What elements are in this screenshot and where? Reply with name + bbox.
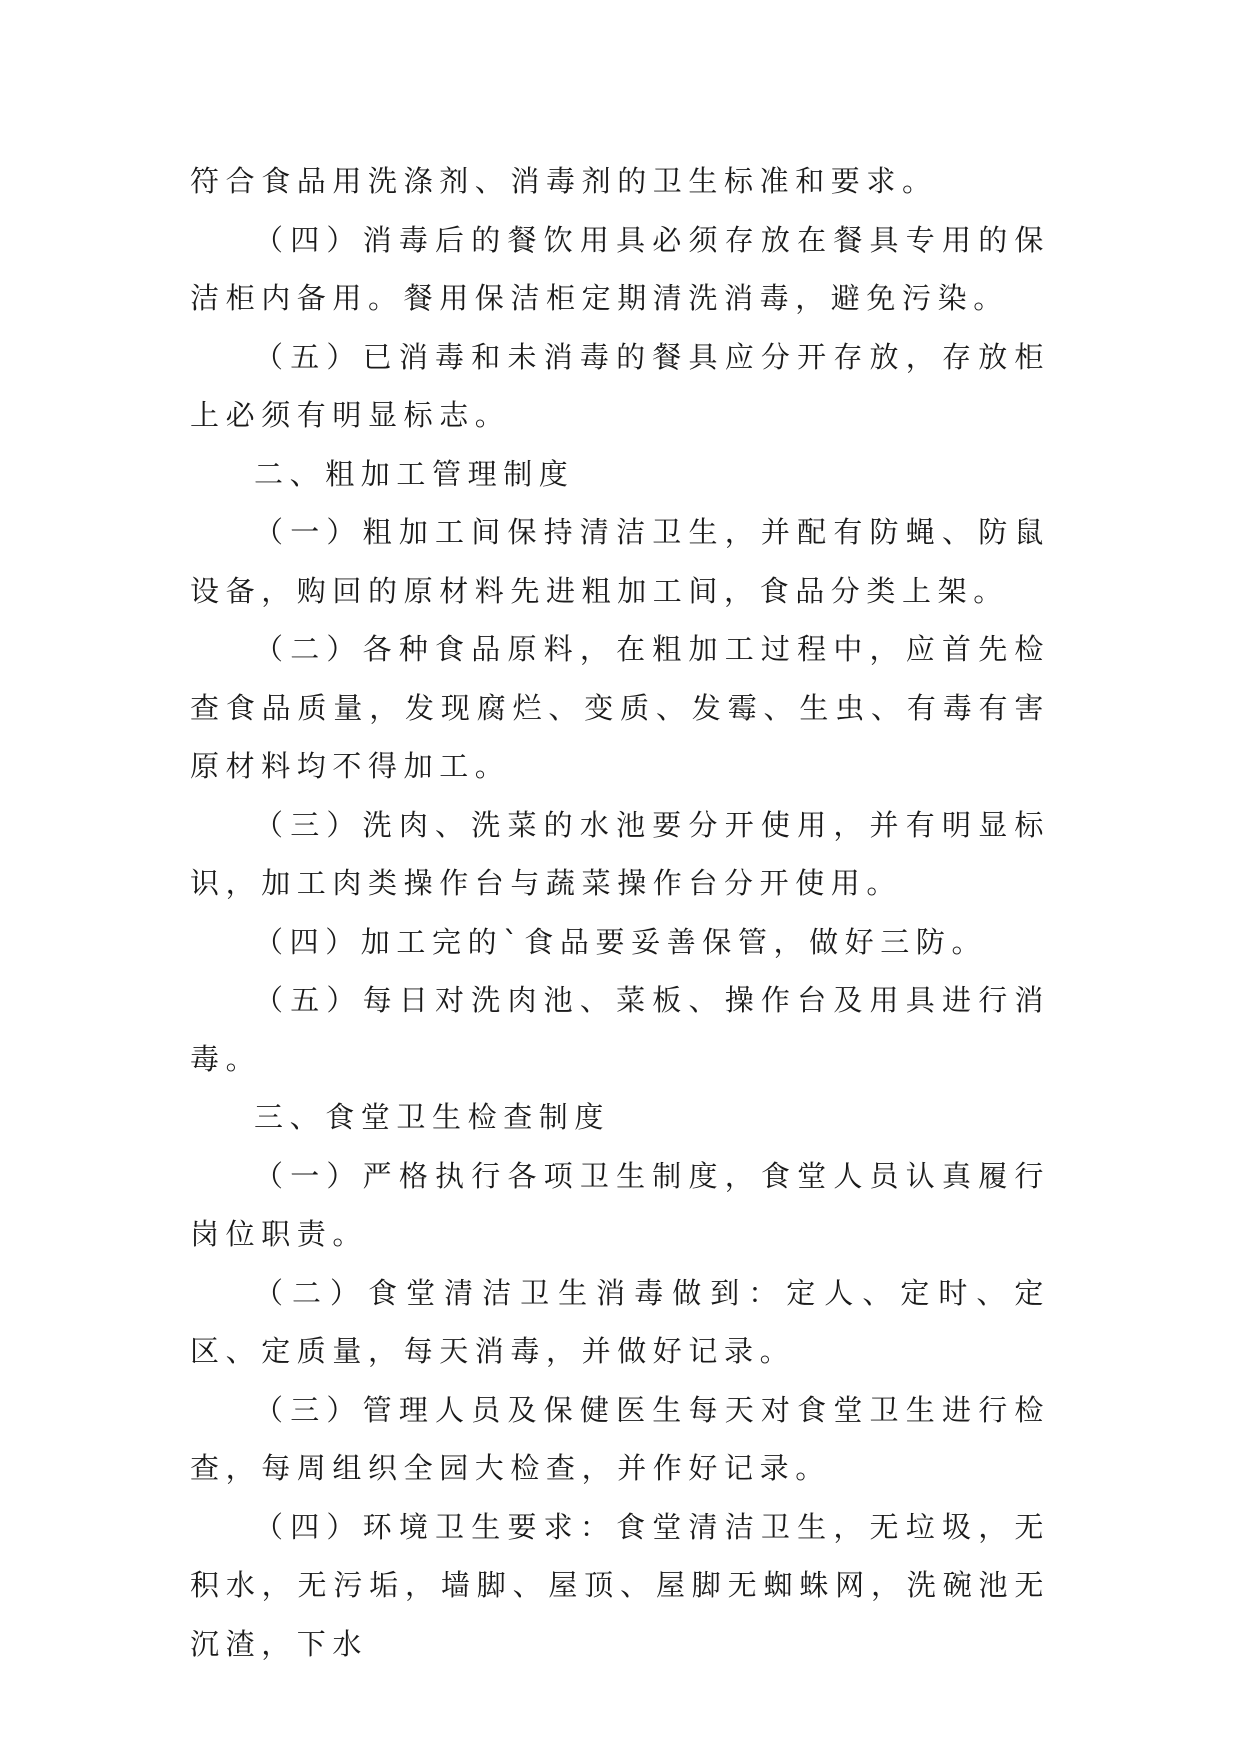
document-body bbox=[190, 152, 1050, 1673]
paragraph-item-5-daily-disinfect: （五）每日对洗肉池、菜板、操作台及用具进行消毒。 bbox=[190, 983, 1050, 1076]
paragraph-item-1-duties: （一）严格执行各项卫生制度，食堂人员认真履行岗位职责。 bbox=[190, 1158, 1050, 1251]
section-heading-hygiene-inspection: 三、食堂卫生检查制度 bbox=[254, 1100, 611, 1134]
paragraph-item-3-checks: （三）管理人员及保健医生每天对食堂卫生进行检查，每周组织全园大检查，并作好记录。 bbox=[190, 1392, 1050, 1485]
paragraph-item-4-environment: （四）环境卫生要求：食堂清洁卫生，无垃圾，无积水，无污垢，墙脚、屋顶、屋脚无蜘蛛网，洗碗池无沉渣，下水 bbox=[190, 1509, 1050, 1661]
paragraph-item-2-cleaning: （二）食堂清洁卫生消毒做到：定人、定时、定区、定质量，每天消毒，并做好记录。 bbox=[190, 1275, 1050, 1368]
paragraph-item-1-rough-room: （一）粗加工间保持清洁卫生，并配有防蝇、防鼠设备，购回的原材料先进粗加工间，食品分类上架。 bbox=[190, 515, 1050, 608]
paragraph-item-4-keep-food: （四）加工完的`食品要妥善保管，做好三防。 bbox=[254, 924, 988, 959]
paragraph-item-5-separate-storage: （五）已消毒和未消毒的餐具应分开存放，存放柜上必须有明显标志。 bbox=[190, 339, 1050, 432]
paragraph-continuation: 符合食品用洗涤剂、消毒剂的卫生标准和要求。 bbox=[190, 164, 938, 198]
paragraph-item-3-sinks: （三）洗肉、洗菜的水池要分开使用，并有明显标识，加工肉类操作台与蔬菜操作台分开使用。 bbox=[190, 807, 1050, 900]
paragraph-item-4-storage: （四）消毒后的餐饮用具必须存放在餐具专用的保洁柜内备用。餐用保洁柜定期清洗消毒，避免污染。 bbox=[190, 222, 1050, 315]
paragraph-item-2-inspection: （二）各种食品原料，在粗加工过程中，应首先检查食品质量，发现腐烂、变质、发霉、生虫、有毒有害原材料均不得加工。 bbox=[190, 632, 1050, 783]
section-heading-rough-processing: 二、粗加工管理制度 bbox=[254, 456, 575, 491]
